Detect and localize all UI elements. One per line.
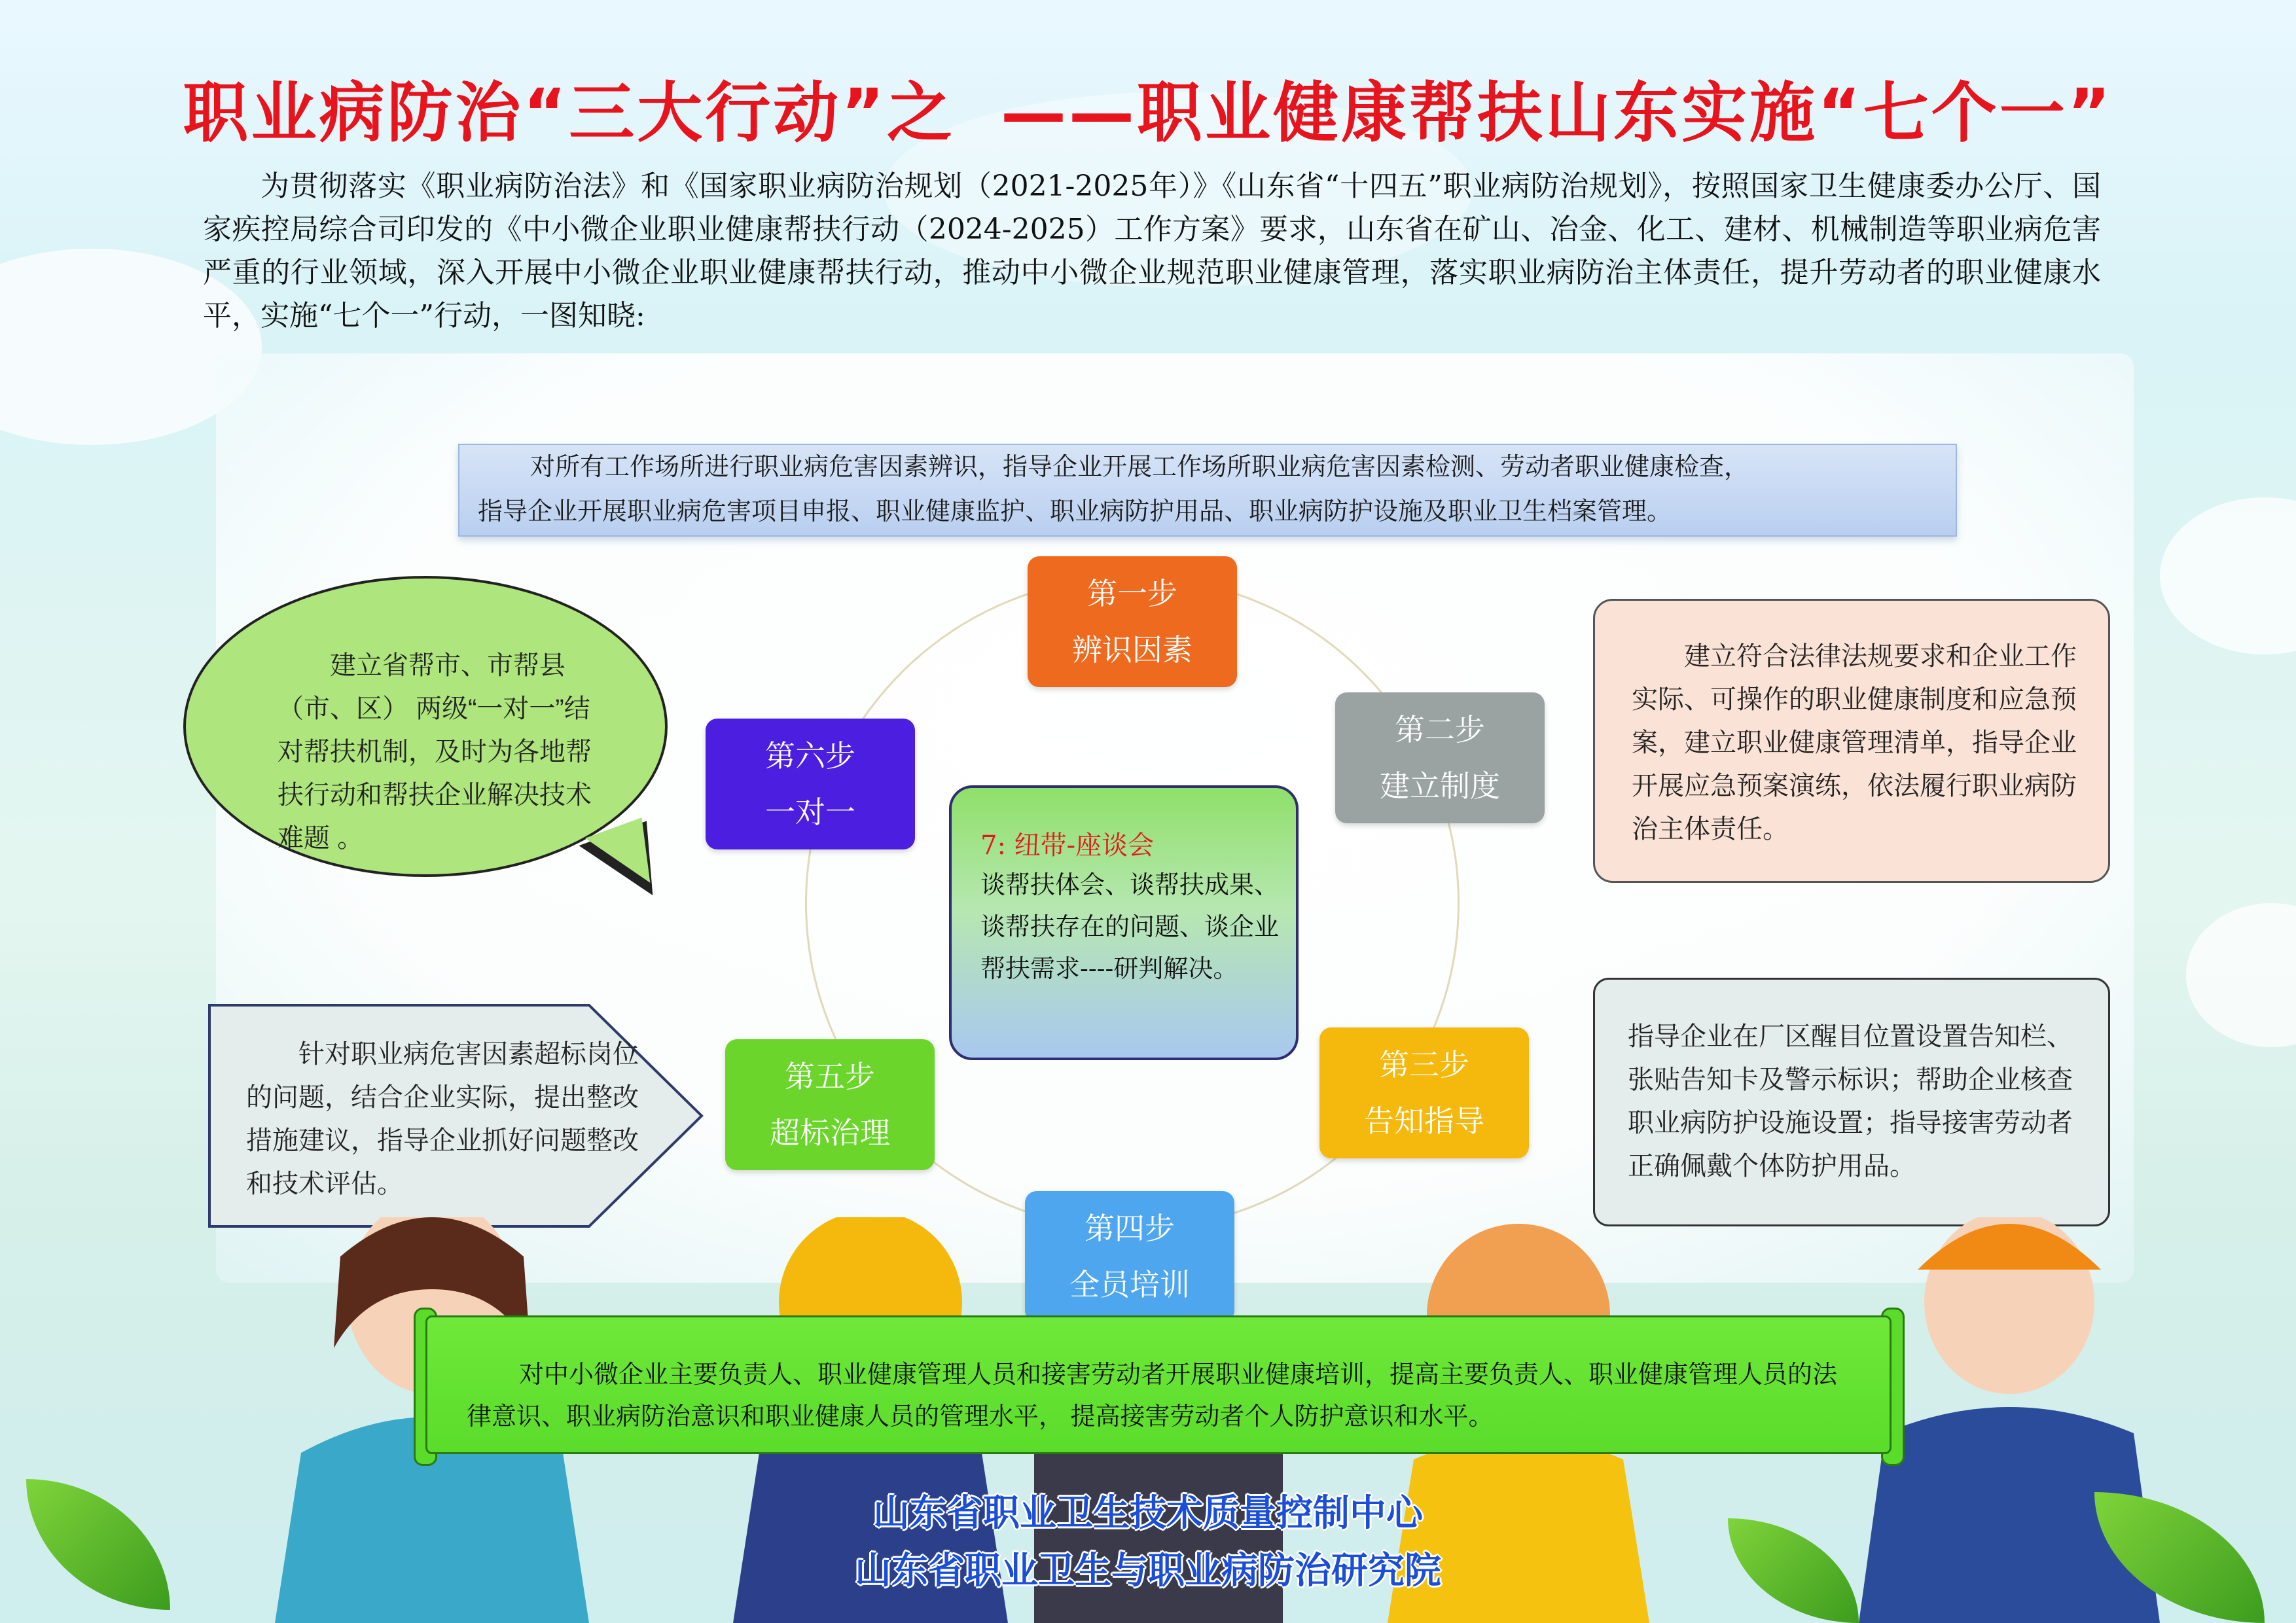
step-1-card bbox=[1028, 556, 1237, 687]
step-5-card bbox=[725, 1039, 935, 1170]
step-3-card bbox=[1319, 1027, 1529, 1158]
org-line1: 山东省职业卫生技术质量控制中心 bbox=[873, 1492, 1423, 1535]
step4-scroll-banner: 对中小微企业主要负责人、职业健康管理人员和接害劳动者开展职业健康培训，提高主要负责人、职业健康管理人员的法律意识、职业病防治意识和职业健康人员的管理水平， 提高接害劳动者个人防护意识和水平。 bbox=[425, 1315, 1892, 1454]
step-7-center-box bbox=[949, 785, 1299, 1060]
top-box-line1: 对所有工作场所进行职业病危害因素辨识，指导企业开展工作场所职业病危害因素检测、劳动者职业健康检查， bbox=[530, 454, 1749, 481]
step-2-card bbox=[1335, 692, 1545, 823]
step-7-body: 谈帮扶体会、谈帮扶成果、谈帮扶存在的问题、谈企业帮扶需求----研判解决。 bbox=[980, 870, 1280, 983]
title-part1: 职业病防治“三大行动”之 bbox=[183, 75, 955, 151]
step-2-number: 第二步 bbox=[1395, 712, 1485, 747]
step5-description-text: 针对职业病危害因素超标岗位的问题，结合企业实际，提出整改措施建议，指导企业抓好问题整改和技术评估。 bbox=[246, 1040, 639, 1198]
top-box-line2: 指导企业开展职业病危害项目申报、职业健康监护、职业病防护用品、职业病防护设施及职业卫生档案管理。 bbox=[478, 498, 1672, 526]
title-part2: ——职业健康帮扶山东实施“七个一” bbox=[1001, 75, 2113, 151]
step-6-card bbox=[706, 719, 915, 849]
page-title bbox=[0, 60, 2296, 154]
org-line2: 山东省职业卫生与职业病防治研究院 bbox=[855, 1550, 1441, 1592]
step-6-number: 第六步 bbox=[765, 738, 855, 774]
intro-paragraph: 为贯彻落实《职业病防治法》和《国家职业病防治规划（2021-2025年）》《山东省“十四五”职业病防治规划》，按照国家卫生健康委办公厅、国家疾控局综合司印发的《中小微企业职业健康帮扶行动（2024-2025）工作方案》要求，山东省在矿山、冶金、化工、建材、机械制造等职业病危害严重的行业领域，深入开展中小微企业职业健康帮扶行动，推动中小微企业规范职业健康管理，落实职业病防治主体责任，提升劳动者的职业健康水平，实施“七个一”行动，一图知晓: bbox=[203, 169, 2101, 332]
step-4-number: 第四步 bbox=[1085, 1211, 1175, 1246]
step6-speech-bubble: 建立省帮市、市帮县（市、区） 两级“一对一”结对帮扶机制，及时为各地帮扶行动和帮扶企业解决技术难题 。 bbox=[183, 576, 668, 877]
step-3-number: 第三步 bbox=[1379, 1047, 1469, 1082]
step-5-name: 超标治理 bbox=[770, 1115, 890, 1150]
step-4-name: 全员培训 bbox=[1069, 1267, 1190, 1302]
step-7-title: 7: 纽带-座谈会 bbox=[980, 830, 1155, 861]
step1-description-box bbox=[458, 444, 1957, 537]
step3-description-box: 指导企业在厂区醒目位置设置告知栏、张贴告知卡及警示标识；帮助企业核查职业病防护设施设置；指导接害劳动者正确佩戴个体防护用品。 bbox=[1593, 978, 2110, 1226]
step-1-number: 第一步 bbox=[1087, 576, 1177, 611]
step-5-number: 第五步 bbox=[785, 1059, 875, 1094]
step-3-name: 告知指导 bbox=[1364, 1103, 1484, 1139]
step-2-name: 建立制度 bbox=[1380, 768, 1500, 804]
step-1-name: 辨识因素 bbox=[1072, 632, 1193, 668]
step-6-name: 一对一 bbox=[765, 794, 855, 830]
step2-description-box: 建立符合法律法规要求和企业工作实际、可操作的职业健康制度和应急预案，建立职业健康管理清单，指导企业开展应急预案演练，依法履行职业病防治主体责任。 bbox=[1593, 599, 2110, 883]
